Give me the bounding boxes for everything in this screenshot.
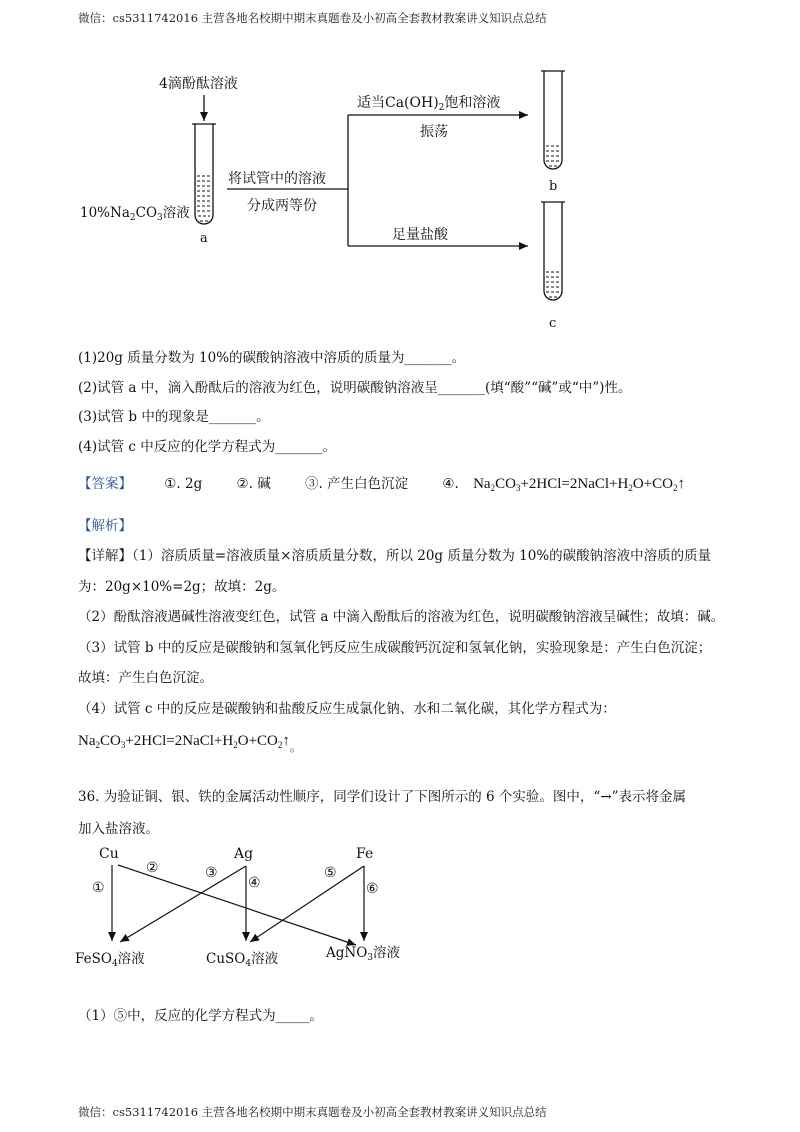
label-3: ③ [205, 865, 218, 881]
arrow-3 [120, 866, 246, 942]
phenolphthalein-label: 4滴酚酞溶液 [159, 76, 238, 92]
answer-4-label: ④. [442, 476, 459, 492]
label-6: ⑥ [366, 881, 379, 897]
answer-3: ③. 产生白色沉淀 [305, 476, 409, 492]
question-2: (2)试管 a 中，滴入酚酞后的溶液为红色，说明碳酸钠溶液呈_______(填“酸”“碱”或“中”)性。 [78, 380, 632, 396]
test-tube-a [192, 124, 216, 224]
cu-label: Cu [99, 846, 119, 862]
tube-c-label: c [549, 316, 557, 331]
analysis-tag: 【解析】 [78, 518, 132, 534]
na2co3-solution-label: $10\%Na_2CO_3$溶液 [80, 205, 190, 223]
label-2: ② [146, 860, 159, 876]
answer-tag: 【答案】 [78, 476, 132, 492]
label-5: ⑤ [324, 865, 337, 881]
analysis-p2: 为：20g×10%=2g；故填：2g。 [78, 579, 286, 595]
cuso4-label: CuSO$_4$溶液 [206, 951, 279, 969]
analysis-equation: $Na_2CO_3+2HCl=2NaCl+H_2O+CO_2↑_。$ [78, 733, 302, 754]
agno3-label: AgNO$_3$溶液 [326, 945, 401, 963]
q36-line1: 36. 为验证铜、银、铁的金属活动性顺序，同学们设计了下图所示的 6 个实验。图中，“→”表示将金属 [78, 789, 687, 805]
fe-label: Fe [356, 846, 374, 862]
label-4: ④ [248, 875, 261, 891]
answer-4-equation: $Na_2CO_3+2HCl=2NaCl+H_2O+CO_2↑$ [473, 476, 685, 493]
question-4: (4)试管 c 中反应的化学方程式为_______。 [78, 439, 337, 455]
question-1: (1)20g 质量分数为 10%的碳酸钠溶液中溶质的质量为_______。 [78, 350, 466, 366]
q36-sub1: （1）⑤中，反应的化学方程式为_____。 [78, 1008, 323, 1024]
analysis-p3: （2）酚酞溶液遇碱性溶液变红色，试管 a 中滴入酚酞后的溶液为红色，说明碳酸钠溶液呈碱性；故填：碱。 [78, 609, 725, 625]
tube-b-label: b [549, 179, 558, 194]
q36-line2: 加入盐溶液。 [78, 821, 159, 837]
shake-label: 振荡 [420, 124, 448, 140]
question-3: (3)试管 b 中的现象是_______。 [78, 409, 270, 425]
hcl-label: 足量盐酸 [392, 227, 448, 243]
page-header: 微信：cs5311742016 主营各地名校期中期末真题卷及小初高全套教材教案讲义知识点总结 [78, 11, 547, 25]
arrow-5 [250, 866, 364, 942]
feso4-label: FeSO$_4$溶液 [75, 951, 145, 969]
answer-1: ①. 2g [164, 476, 203, 492]
analysis-p5: 故填：产生白色沉淀。 [78, 670, 213, 686]
answer-line [78, 472, 685, 493]
experiment-diagram [0, 60, 800, 340]
analysis-p4: （3）试管 b 中的反应是碳酸钠和氢氧化钙反应生成碳酸钙沉淀和氢氧化钠，实验现象是：产生白色沉淀； [78, 640, 712, 656]
test-tube-c [541, 202, 565, 300]
ag-label: Ag [234, 846, 254, 862]
metal-activity-diagram [0, 838, 800, 978]
analysis-p1: 【详解】（1）溶质质量=溶液质量×溶质质量分数，所以 20g 质量分数为 10%的碳酸钠溶液中溶质的质量 [78, 548, 712, 564]
split-label-2: 分成两等份 [247, 198, 317, 214]
caoh2-label: 适当$Ca(OH)_2$饱和溶液 [357, 95, 501, 113]
label-1: ① [92, 880, 105, 896]
page-footer: 微信：cs5311742016 主营各地名校期中期末真题卷及小初高全套教材教案讲义知识点总结 [78, 1105, 547, 1119]
arrow-2 [118, 865, 356, 945]
answer-2: ②. 碱 [236, 476, 271, 492]
tube-a-label: a [200, 231, 208, 246]
test-tube-b [541, 71, 565, 169]
split-label-1: 将试管中的溶液 [228, 171, 326, 187]
analysis-p6: （4）试管 c 中的反应是碳酸钠和盐酸反应生成氯化钠、水和二氧化碳，其化学方程式为： [78, 701, 616, 717]
